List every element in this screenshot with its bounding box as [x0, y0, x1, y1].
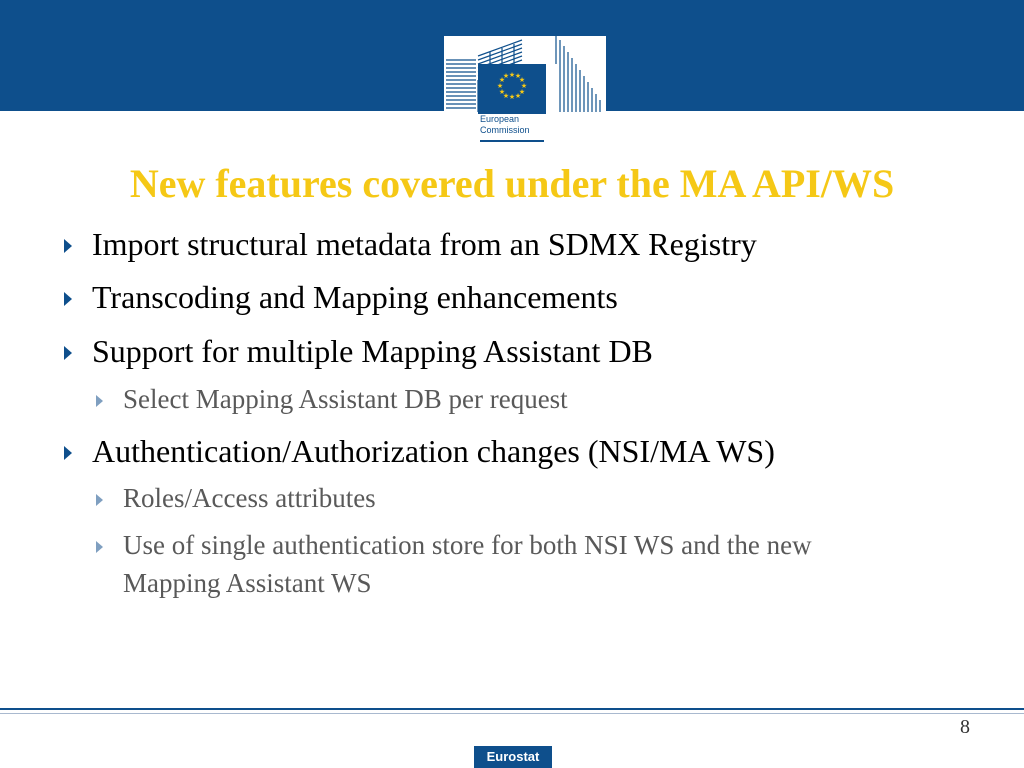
svg-text:★: ★ [508, 71, 516, 79]
svg-text:★: ★ [518, 88, 526, 96]
svg-text:★: ★ [508, 93, 516, 101]
slide-title: New features covered under the MA API/WS [129, 161, 895, 206]
footer-rule [0, 708, 1024, 710]
logo-underline [480, 140, 544, 142]
sub-bullet-arrow-icon [96, 494, 103, 506]
sub-bullet-item: Use of single authentication store for both NSI WS and the new [123, 530, 812, 560]
sub-bullet-arrow-icon [96, 395, 103, 407]
svg-text:★: ★ [498, 76, 506, 84]
eurostat-tag: Eurostat [474, 746, 552, 768]
svg-text:★: ★ [496, 82, 504, 90]
logo-text [480, 114, 570, 136]
footer-rule-thin [0, 713, 1024, 714]
logo-line-european: European [480, 114, 520, 124]
bullet-item: Support for multiple Mapping Assistant DB [92, 333, 653, 369]
svg-text:★: ★ [520, 82, 528, 90]
svg-text:★: ★ [518, 76, 526, 84]
bullet-arrow-icon [64, 346, 72, 360]
bullet-item: Transcoding and Mapping enhancements [92, 279, 618, 315]
svg-text:★: ★ [514, 92, 522, 100]
commission-building-icon [444, 36, 606, 114]
european-commission-logo [444, 36, 606, 144]
bullet-item: Authentication/Authorization changes (NSI/MA WS) [92, 433, 775, 469]
svg-text:★: ★ [502, 92, 510, 100]
bullet-item: Import structural metadata from an SDMX Registry [92, 226, 757, 262]
bullet-arrow-icon [64, 239, 72, 253]
sub-bullet-item-continuation: Mapping Assistant WS [123, 568, 372, 598]
logo-line-commission: Commission [480, 125, 530, 135]
sub-bullet-arrow-icon [96, 541, 103, 553]
sub-bullet-item: Roles/Access attributes [123, 483, 376, 513]
bullet-arrow-icon [64, 446, 72, 460]
svg-text:★: ★ [514, 72, 522, 80]
svg-text:★: ★ [498, 88, 506, 96]
bullet-arrow-icon [64, 292, 72, 306]
sub-bullet-item: Select Mapping Assistant DB per request [123, 384, 568, 414]
svg-text:★: ★ [502, 72, 510, 80]
page-number: 8 [960, 716, 970, 738]
